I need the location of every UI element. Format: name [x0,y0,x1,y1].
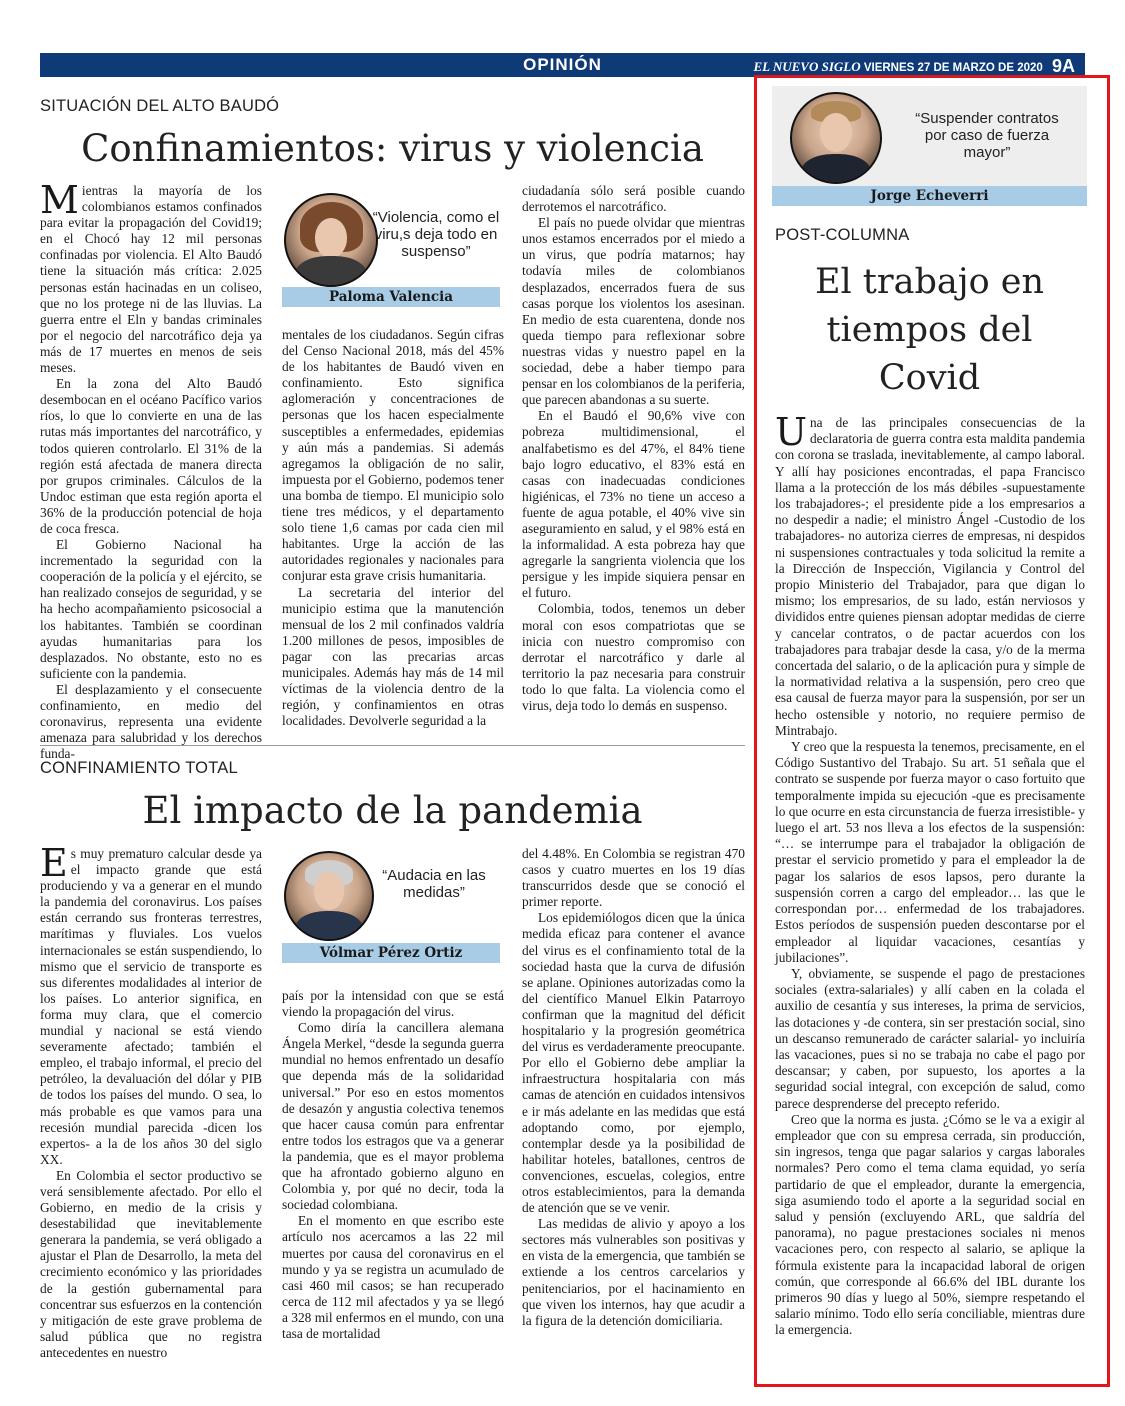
author-portrait [284,193,378,287]
issue-date: VIERNES 27 DE MARZO DE 2020 [863,62,1043,74]
pull-quote: “Violencia, como el viru,s deja todo en suspenso” [372,209,500,260]
article3-headline: El trabajo en tiempos del Covid [814,262,1045,398]
article2-column-1: Es muy prematuro calcular desde ya el impacto grande que está produciendo y va a generar en el mundo la pandemia del coronavirus. Los países están cerrando sus fronteras terrestres, marítimas y fluviales. Los vuelos internacionales se están suspendiendo, lo mismo que el servicio de transporte es sus diferentes modalidades al interior de los países. Lo anterior significa, en forma muy clara, que el comercio mundial y nacional se está viendo severamente afectado; también el empleo, el trabajo informal, el precio del petróleo, la devaluación del dólar y PIB de todos los países del mundo. O sea, lo más probable es que vamos para una recesión mundial parecida -dicen los expertos- a la de los años 30 del siglo XX. En Colombia el sector productivo se verá sensiblemente afectado. Por ello el Gobierno, en medio de la crisis y desestabilidad que inevitablemente generara la pandemia, se verá obligado a ajustar el Plan de Desarrollo, la meta del crecimiento económico y las prioridades de la gestión gubernamental para concentrar sus esfuerzos en la contención y mitigación de este grave problema de salud pública que no registra antecedentes en nuestro [40,841,262,1360]
article1-column-1: Mientras la mayoría de los colombianos estamos confinados para evitar la propagación del Covid19; en el Chocó hay 12 mil personas confinadas por violencia. El Alto Baudó tiene la situación más crítica: 2.025 personas están hacinadas en un coliseo, que no los protege ni de las lluvias. La guerra entre el Eln y bandas criminales por el negocio del narcotráfico deja ya más de 17 muertes en menos de seis meses. En la zona del Alto Baudó desembocan en el océano Pacífico varios ríos, lo que lo convierte en una de las rutas más importantes del narcotráfico, y todos quieren controlarlo. El 31% de la región está afectada de manera directa por grupos criminales. Cálculos de la Undoc estiman que esta región aporta el 36% de la producción potencial de hoja de coca fresca. El Gobierno Nacional ha incrementado la seguridad con la cooperación de la policía y el ejército, se han realizado consejos de seguridad, y se ha hecho acompañamiento psicosocial a los habitantes. También se coordinan ayudas humanitarias para los desplazados. No obstante, esto no es suficiente con la pandemia. El desplazamiento y el consecuente confinamiento, en medio del coronavirus, representa una evidente amenaza para salubridad y los derechos funda- [40,178,262,762]
pull-quote: “Audacia en las medidas” [382,867,486,901]
dropcap: U [775,410,808,454]
section-divider [40,745,745,746]
masthead [753,56,1075,77]
author-name: Vólmar Pérez Ortiz [282,943,500,963]
article2-kicker: CONFINAMIENTO TOTAL [40,759,238,777]
dropcap: M [40,178,79,222]
author-portrait [284,851,374,941]
article2-column-2: país por la intensidad con que se está viendo la propagación del virus. Como diría la cancillera alemana Ángela Merkel, “desde la segunda guerra mundial no hemos enfrentado un desafío que dependa más de la solidaridad universal.” Por eso en estos momentos de desazón y angustia colectiva tenemos que hacer causa común para enfrentar entre todos los estragos que va a generar la pandemia, que es el mayor problema que ha afrontado gobierno alguno en Colombia y, por qué no decir, toda la sociedad colombiana. En el momento en que escribo este artículo nos acercamos a las 22 mil muertes por causa del coronavirus en el mundo y ya se registra un acumulado de casi 460 mil casos; se han recuperado cerca de 112 mil afectados y ya se llegó a 328 mil enfermos en el mundo, con una tasa de mortalidad [282,988,505,1341]
author-box-paloma [282,193,500,309]
section-label: OPINIÓN [523,55,602,74]
author-name: Paloma Valencia [282,287,500,307]
article3-kicker: POST-COLUMNA [775,226,910,244]
page-number: 9A [1051,56,1075,76]
article1-column-2: mentales de los ciudadanos. Según cifras del Censo Nacional 2018, más del 45% de los habitantes de Baudó viven en confinamiento. Esto significa aglomeración y concentraciones de personas que los hacen especialmente susceptibles a enfermedades, epidemias y aún más a pandemias. Si además agregamos la obligación de no salir, impuesta por el Gobierno, podemos tener una bomba de tiempo. El municipio solo tiene tres médicos, y el departamento solo tiene 1,6 camas por cada cien mil habitantes. Urge la acción de las autoridades regionales y nacionales para conjurar esta grave crisis humanitaria. La secretaria del interior del municipio estima que la manutención mensual de los 2 mil confinados valdría 1.200 millones de pesos, imposibles de pagar con las precarias arcas municipales. Además hay más de 14 mil víctimas de la violencia dentro de la región, y confinamientos en otras localidades. Devolverle seguridad a la [282,327,504,729]
article1-kicker: SITUACIÓN DEL ALTO BAUDÓ [40,97,280,115]
author-name: Jorge Echeverri [772,186,1087,206]
article2-headline: El impacto de la pandemia [142,789,643,832]
pull-quote: “Suspender contratos por caso de fuerza mayor” [915,110,1059,161]
article1-headline: Confinamientos: virus y violencia [81,127,704,170]
newspaper-brand: EL NUEVO SIGLO [753,59,861,74]
author-box-volmar [282,851,500,965]
article1-column-3: ciudadanía sólo será posible cuando derrotemos el narcotráfico. El país no puede olvidar que mientras unos estamos encerrados por el miedo a un virus, que podría matarnos; hay todavía miles de colombianos desplazados, encerrados fuera de sus casas porque los violentos los asesinan. En medio de esta cuarentena, donde nos queda tiempo para reflexionar sobre nuestras vidas y nuestro papel en la sociedad, debe a haber tiempo para pensar en los colombianos de la periferia, que parecen abandonas a su suerte. En el Baudó el 90,6% vive con pobreza multidimensional, el analfabetismo es del 47%, el 84% tiene bajo logro educativo, el 83% está en casas con inadecuadas condiciones higiénicas, el 73% no tiene un acceso a fuente de agua potable, el 40% vive sin aseguramiento en salud, y el 98% está en la informalidad. A esta pobreza hay que agregarle la sangrienta violencia que los persigue y les impide siquiera pensar en el futuro. Colombia, todos, tenemos un deber moral con esos compatriotas que se inicia con nuestro compromiso con derrotar el narcotráfico y darle al territorio la paz necesaria para construir todo lo que falta. La violencia como el virus, deja todo lo demás en suspenso. [522,183,745,713]
section-header-bar [40,53,1085,77]
dropcap: E [40,841,68,885]
highlight-box [754,75,1110,1387]
article2-column-3: del 4.48%. En Colombia se registran 470 casos y cuatro muertes en los 19 días transcurridos desde que se conoció el primer reporte. Los epidemiólogos dicen que la única medida eficaz para contener el avance del virus es el confinamiento total de la sociedad hasta que la curva de difusión se aplane. Opiniones autorizadas como la del científico Manuel Elkin Patarroyo confirman que la magnitud del déficit hospitalario y la progresión geométrica del virus es verdaderamente preocupante. Por ello el Gobierno debe ampliar la infraestructura hospitalaria con más camas de atención en cuidados intensivos e ir más adelante en las medidas que está adoptando como, por ejemplo, contemplar desde ya la posibilidad de habilitar hoteles, batallones, centros de convenciones, escuelas, colegios, entre otros establecimientos, para la demanda de atención que se ve venir. Las medidas de alivio y apoyo a los sectores más vulnerables son positivas y en vista de la emergencia, que también se extiende a los centros carcelarios y penitenciarios, por el hacinamiento en que viven los internos, hay que acudir a la figura de la detención domiciliaria. [522,846,745,1328]
article3-column: Una de las principales consecuencias de la declaratoria de guerra contra esta maldita pandemia con corona se traslada, inevitablemente, al campo laboral. Y allí hay posiciones encontradas, el papa Francisco llama a la protección de los más débiles -supuestamente los trabajadores-; el presidente pide a los empresarios a no despedir a nadie; el ministro Ángel -Custodio de los trabajadores- no autoriza cierres de empresas, ni despidos ni suspensiones contractuales y toda solicitud la remite a la Dirección de Inspección, Vigilancia y Control del propio Ministerio del Trabajador, para que digan lo mismo; los empresarios, de su lado, están nerviosos y divididos entre quienes piensan adoptar medidas de cierre y cancelar contratos, o de pactar acuerdos con los trabajadores para trabajar desde la casa, y/o de la merma concertada del salario, o de la aplicación pura y simple de la normatividad relativa a la suspensión, pero creo que esa causal de fuerza mayor para la suspensión, por ser un hecho ostensible y notorio, no requiere permiso de Mintrabajo. Y creo que la respuesta la tenemos, precisamente, en el Código Sustantivo del Trabajo. Su art. 51 señala que el contrato se suspende por fuerza mayor o caso fortuito que temporalmente impida su ejecución -que es precisamente lo que ocurre en esta circunstancia de fuerza irresistible- y luego el art. 53 nos lleva a los efectos de la suspensión: “… se interrumpe para el trabajador la obligación de prestar el servicio prometido y para el empleador la de pagar los salarios de esos lapsos, pero durante la suspensión corren a cargo del empleador… las que le correspondan por… enfermedad de los trabajadores. Estos períodos de suspensión pueden descontarse por el empleador al liquidar vacaciones, cesantías y jubilaciones”. Y, obviamente, se suspende el pago de prestaciones sociales (extra-salariales) y allí caben en la colada el auxilio de cesantía y sus intereses, la prima de servicios, las dotaciones y -de contera, sin ser prestación social, sino un descanso remunerado de carácter salarial- yo incluiría las vacaciones, pues si no se trabaja no cabe el pago por descansar; y caben, por supuesto, los aportes a la seguridad social integral, con excepción de salud, como parece desprenderse del precepto referido. Creo que la norma es justa. ¿Cómo se le va a exigir al empleador que con su empresa cerrada, sin producción, sin ingresos, tenga que pagar salarios y cargas laborales normales? Pero como el tema clama equidad, yo sería partidario de que el empleador, durante la emergencia, siga asumiendo todo el aporte a la seguridad social en salud y pensión (excluyendo ARL, que saldría del panorama), no pague prestaciones sociales ni menos vacaciones pero, con respecto al salario, se aplique la fórmula existente para la incapacidad laboral de origen común, que corresponde al 66.6% del IBL durante los primeros 90 días y luego al 50%, siempre respetando el salario mínimo. Todo ello sería conciliable, mientras dure la emergencia. [775,410,1085,1338]
